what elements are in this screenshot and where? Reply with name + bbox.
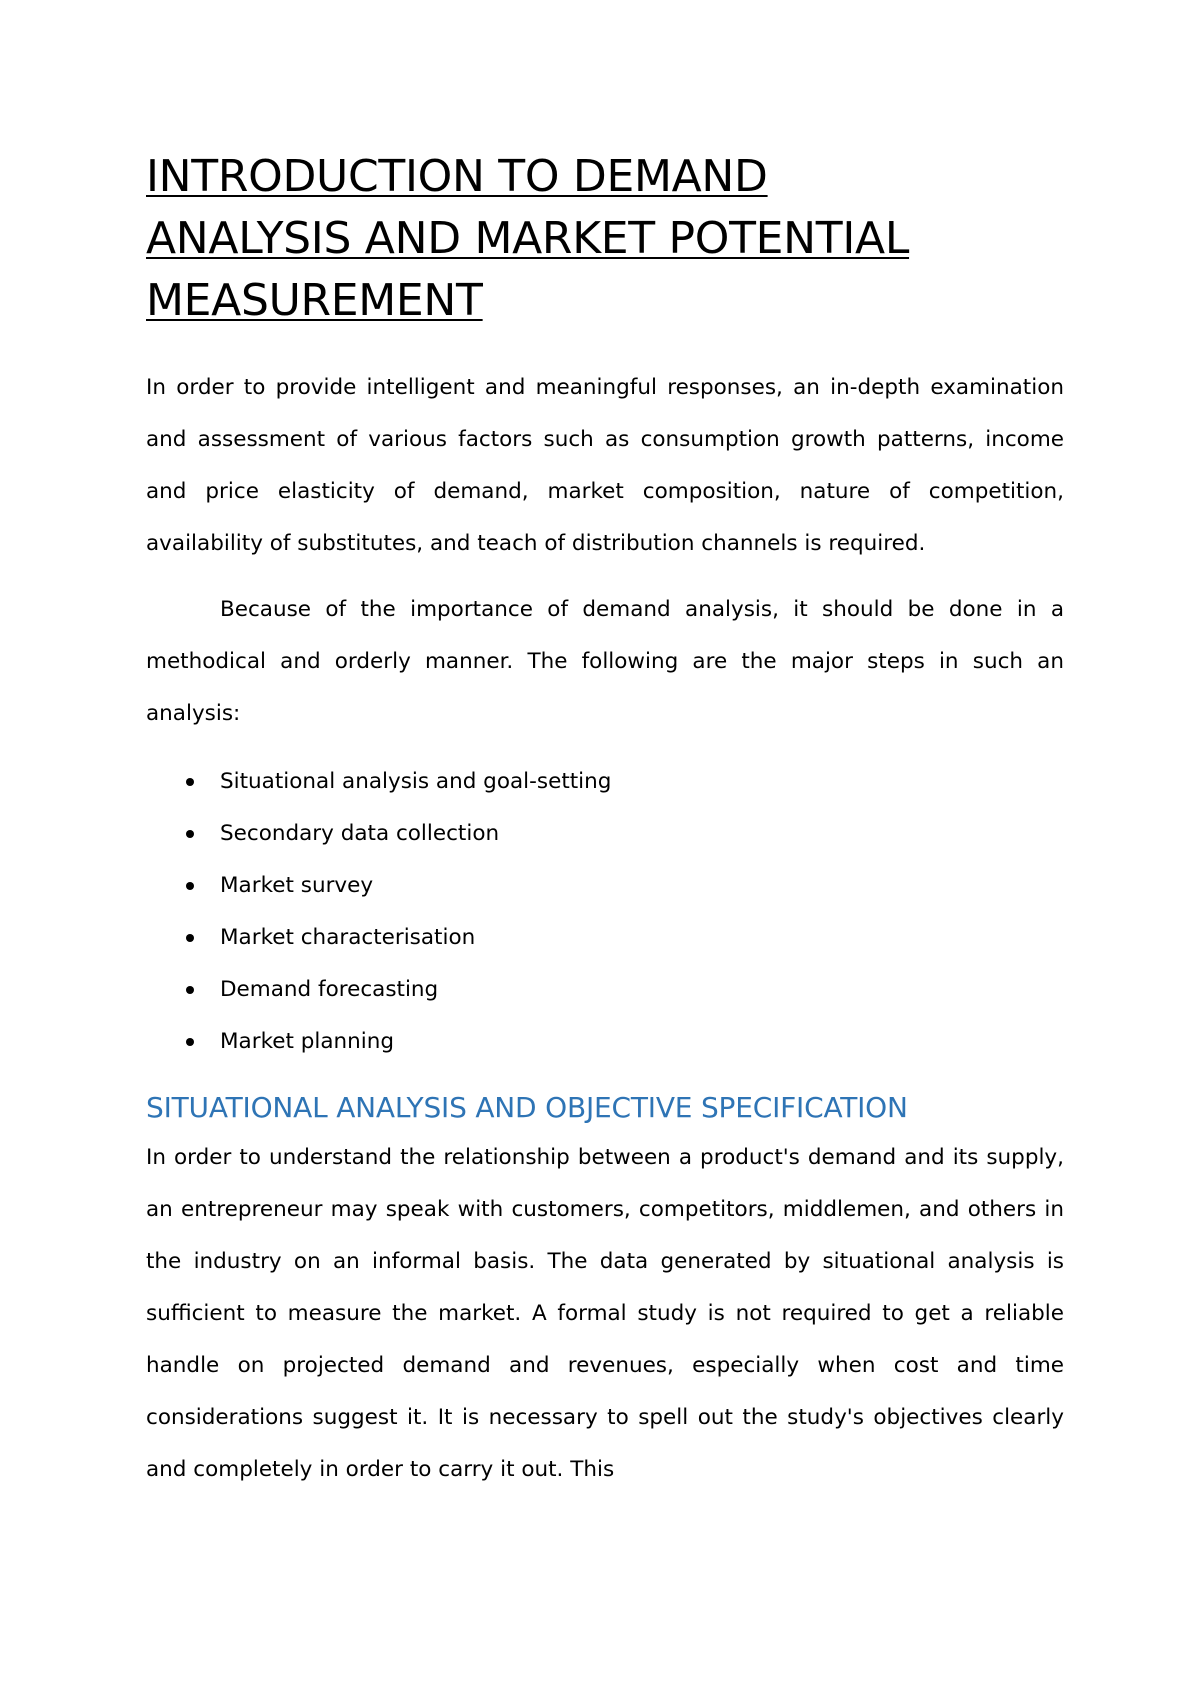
steps-intro-paragraph: Because of the importance of demand analysis, it should be done in a methodical and orderly manner. The following are the major steps in such an analysis: (146, 597, 1064, 726)
section-heading: SITUATIONAL ANALYSIS AND OBJECTIVE SPECIFICATION (146, 1091, 908, 1124)
document-page (146, 146, 1064, 1496)
list-item (146, 1016, 1064, 1068)
situational-analysis-paragraph: In order to understand the relationship between a product's demand and its supply, an entrepreneur may speak with customers, competitors, middlemen, and others in the industry on an informal basis. The data generated by situational analysis is sufficient to measure the market. A formal study is not required to get a reliable handle on projected demand and revenues, especially when cost and time considerations suggest it. It is necessary to spell out the study's objectives clearly and completely in order to carry it out. This (146, 1145, 1064, 1482)
list-item (146, 964, 1064, 1016)
step-label: Market planning (220, 1029, 395, 1054)
title-line-2: ANALYSIS AND MARKET POTENTIAL (146, 213, 910, 264)
title-line-3: MEASUREMENT (146, 275, 483, 326)
bullet-icon (186, 830, 194, 838)
bullet-icon (186, 778, 194, 786)
step-label: Market survey (220, 873, 374, 898)
step-label: Situational analysis and goal-setting (220, 769, 612, 794)
bullet-icon (186, 934, 194, 942)
step-label: Market characterisation (220, 925, 476, 950)
step-label: Secondary data collection (220, 821, 500, 846)
bullet-icon (186, 1038, 194, 1046)
steps-list (146, 756, 1064, 1068)
list-item (146, 808, 1064, 860)
intro-paragraph: In order to provide intelligent and meaningful responses, an in-depth examination and assessment of various factors such as consumption growth patterns, income and price elasticity of demand, market composition, nature of competition, availability of substitutes, and teach of distribution channels is required. (146, 375, 1064, 556)
bullet-icon (186, 882, 194, 890)
list-item (146, 912, 1064, 964)
step-label: Demand forecasting (220, 977, 439, 1002)
list-item (146, 756, 1064, 808)
title-line-1: INTRODUCTION TO DEMAND (146, 151, 768, 202)
document-title (146, 146, 1064, 332)
bullet-icon (186, 986, 194, 994)
list-item (146, 860, 1064, 912)
